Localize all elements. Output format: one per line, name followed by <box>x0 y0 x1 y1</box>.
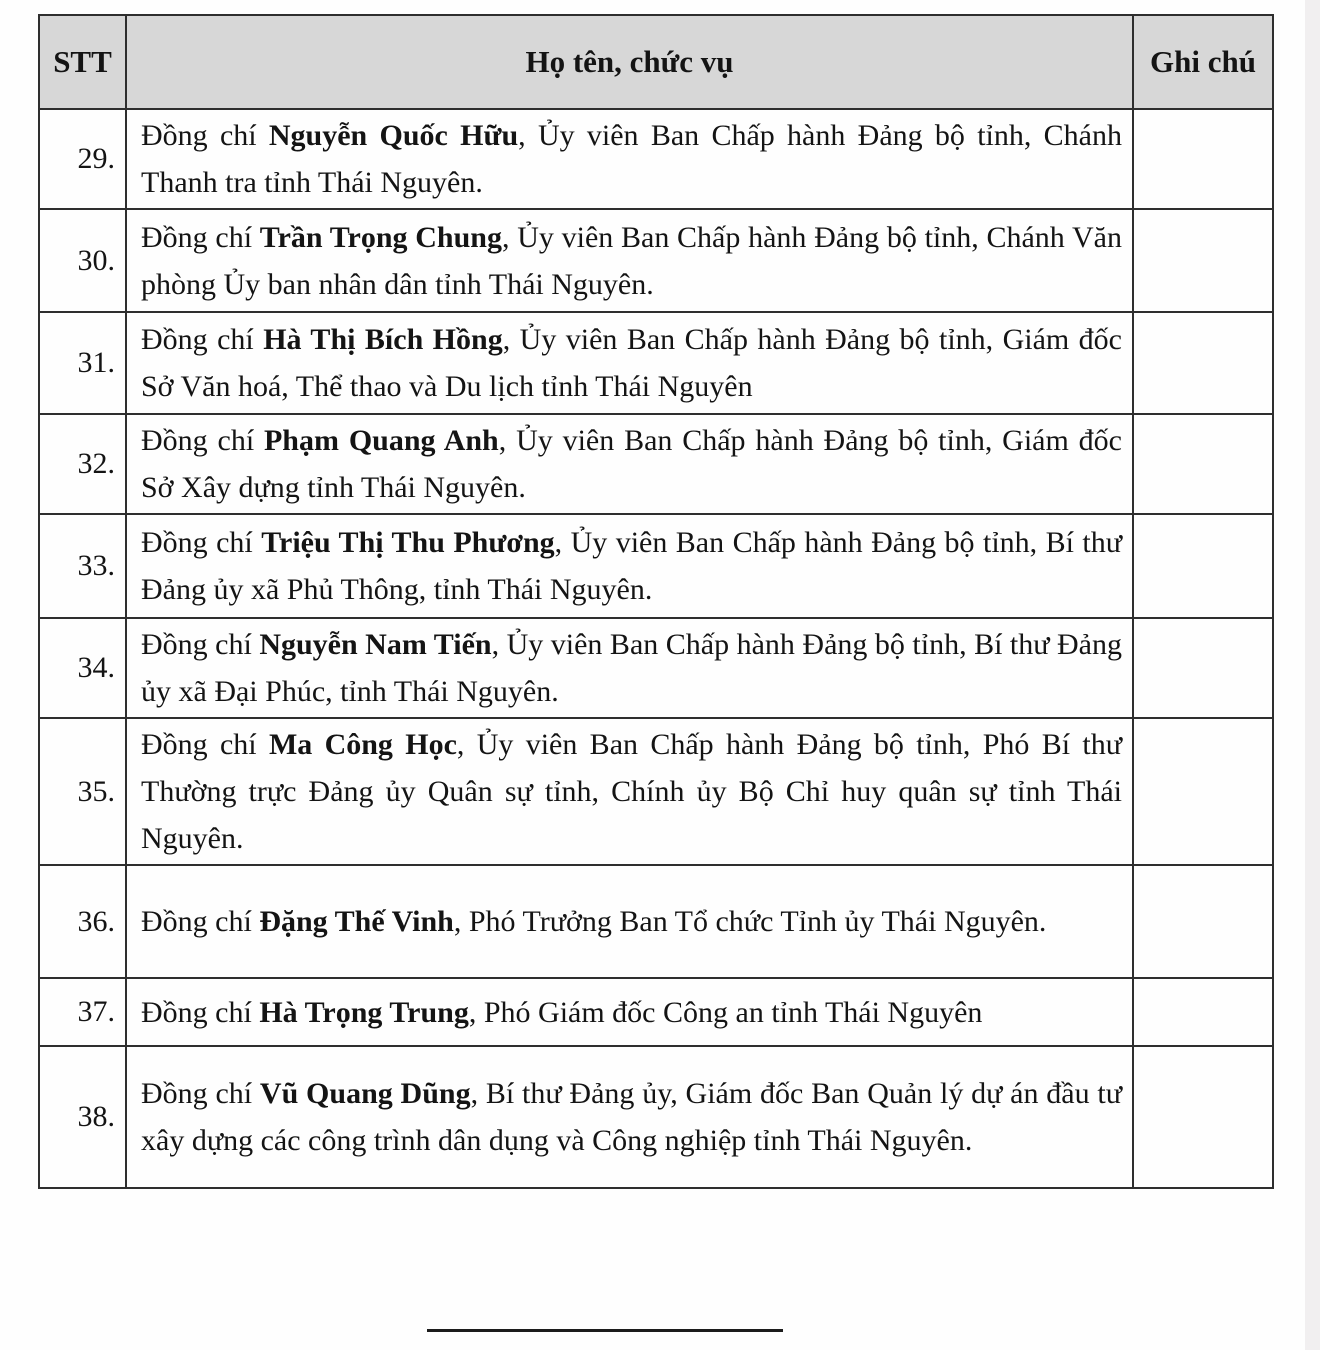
entry-position: , Phó Giám đốc Công an tỉnh Thái Nguyên <box>468 995 983 1029</box>
member-entry <box>126 109 1133 209</box>
member-name: Nguyễn Quốc Hữu <box>268 119 519 152</box>
entry-position: , Ủy viên Ban Chấp hành Đảng bộ tỉnh, Giám đốc Sở Văn hoá, Thể thao và Du lịch tỉnh Thái Nguyên <box>141 323 1123 403</box>
member-entry <box>126 209 1133 312</box>
entry-prefix: Đồng chí <box>141 119 269 152</box>
table-row <box>39 618 1273 718</box>
col-header-name-position: Họ tên, chức vụ <box>126 15 1133 109</box>
entry-position: , Ủy viên Ban Chấp hành Đảng bộ tỉnh, Chánh Văn phòng Ủy ban nhân dân tỉnh Thái Nguyên. <box>141 220 1122 301</box>
col-header-stt: STT <box>39 15 126 109</box>
row-number: 32. <box>39 414 126 514</box>
member-name: Nguyễn Nam Tiến <box>259 628 492 661</box>
note-cell <box>1133 1046 1273 1188</box>
note-cell <box>1133 865 1273 978</box>
col-header-note: Ghi chú <box>1133 15 1273 109</box>
member-entry <box>126 865 1133 978</box>
note-cell <box>1133 312 1273 414</box>
table-row <box>39 312 1273 414</box>
table-row <box>39 209 1273 312</box>
row-number: 29. <box>39 109 126 209</box>
member-entry <box>126 312 1133 414</box>
member-name: Hà Trọng Trung <box>259 995 469 1029</box>
row-number: 35. <box>39 718 126 865</box>
member-entry <box>126 718 1133 865</box>
entry-position: , Phó Trưởng Ban Tổ chức Tỉnh ủy Thái Nguyên. <box>453 905 1047 938</box>
officials-table <box>38 14 1274 1189</box>
note-cell <box>1133 109 1273 209</box>
row-number: 38. <box>39 1046 126 1188</box>
entry-prefix: Đồng chí <box>141 995 260 1029</box>
entry-prefix: Đồng chí <box>141 628 260 661</box>
footer-separator-line <box>427 1329 783 1332</box>
member-entry <box>126 414 1133 514</box>
entry-prefix: Đồng chí <box>141 526 262 559</box>
note-cell <box>1133 718 1273 865</box>
member-entry <box>126 618 1133 718</box>
note-cell <box>1133 618 1273 718</box>
entry-prefix: Đồng chí <box>141 728 269 761</box>
table-row <box>39 1046 1273 1188</box>
member-name: Vũ Quang Dũng <box>259 1077 471 1110</box>
member-entry <box>126 978 1133 1046</box>
table-row <box>39 414 1273 514</box>
entry-position: , Ủy viên Ban Chấp hành Đảng bộ tỉnh, Bí thư Đảng ủy xã Phủ Thông, tỉnh Thái Nguyên. <box>141 526 1122 606</box>
row-number: 33. <box>39 514 126 618</box>
table-row <box>39 865 1273 978</box>
note-cell <box>1133 978 1273 1046</box>
entry-prefix: Đồng chí <box>141 905 260 938</box>
table-row <box>39 514 1273 618</box>
row-number: 36. <box>39 865 126 978</box>
member-name: Phạm Quang Anh <box>263 424 499 457</box>
table-row <box>39 978 1273 1046</box>
entry-prefix: Đồng chí <box>141 220 260 254</box>
member-name: Hà Thị Bích Hồng <box>263 323 503 356</box>
note-cell <box>1133 514 1273 618</box>
table-header-row <box>39 15 1273 109</box>
member-entry <box>126 1046 1133 1188</box>
entry-position: , Ủy viên Ban Chấp hành Đảng bộ tỉnh, Phó Bí thư Thường trực Đảng ủy Quân sự tỉnh, Chính ủy Bộ Chỉ huy quân sự tỉnh Thái Nguyên. <box>141 728 1122 855</box>
table-row <box>39 718 1273 865</box>
note-cell <box>1133 414 1273 514</box>
table-row <box>39 109 1273 209</box>
entry-position: , Bí thư Đảng ủy, Giám đốc Ban Quản lý dự án đầu tư xây dựng các công trình dân dụng và Công nghiệp tỉnh Thái Nguyên. <box>141 1077 1122 1157</box>
entry-prefix: Đồng chí <box>141 1077 260 1110</box>
photo-edge-strip <box>1305 0 1320 1350</box>
row-number: 31. <box>39 312 126 414</box>
row-number: 30. <box>39 209 126 312</box>
row-number: 34. <box>39 618 126 718</box>
member-name: Ma Công Học <box>268 728 457 761</box>
member-name: Đặng Thế Vinh <box>259 905 454 938</box>
member-name: Triệu Thị Thu Phương <box>261 526 555 559</box>
entry-prefix: Đồng chí <box>141 323 264 356</box>
entry-prefix: Đồng chí <box>141 424 264 457</box>
member-entry <box>126 514 1133 618</box>
row-number: 37. <box>39 978 126 1046</box>
note-cell <box>1133 209 1273 312</box>
entry-position: , Ủy viên Ban Chấp hành Đảng bộ tỉnh, Giám đốc Sở Xây dựng tỉnh Thái Nguyên. <box>141 424 1122 504</box>
entry-position: , Ủy viên Ban Chấp hành Đảng bộ tỉnh, Chánh Thanh tra tỉnh Thái Nguyên. <box>141 119 1122 199</box>
entry-position: , Ủy viên Ban Chấp hành Đảng bộ tỉnh, Bí thư Đảng ủy xã Đại Phúc, tỉnh Thái Nguyên. <box>141 628 1122 708</box>
member-name: Trần Trọng Chung <box>259 220 502 254</box>
